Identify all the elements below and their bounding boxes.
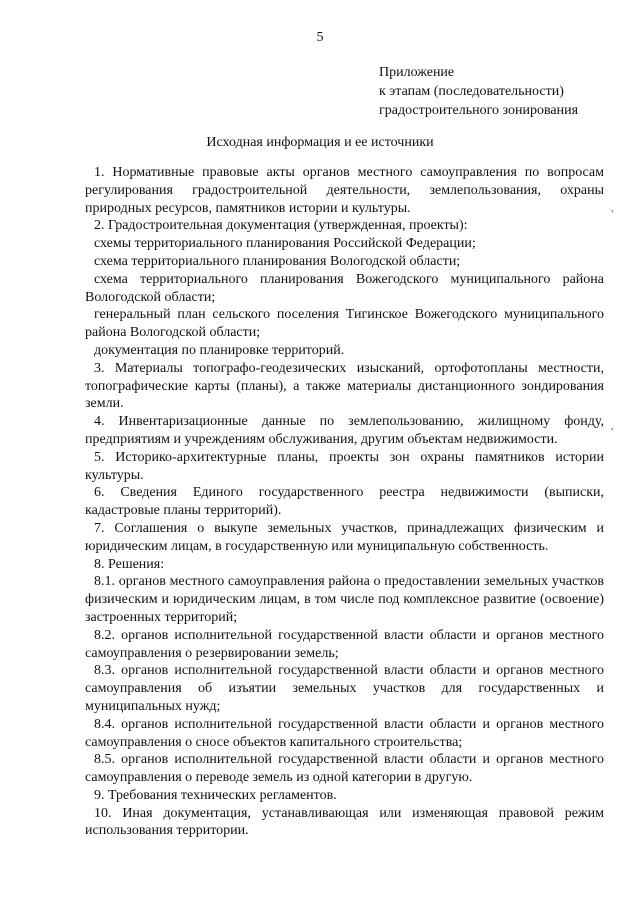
paragraph-7: 7. Соглашения о выкупе земельных участков, принадлежащих физическим и юридическим лицам, в государственную или муниципальную собственность. <box>85 520 604 554</box>
paragraph-2-item-1: схемы территориального планирования Российской Федерации; <box>94 236 476 252</box>
margin-tick-mark: , <box>611 421 614 432</box>
paragraph-8-3: 8.3. органов исполнительной государственной власти области и органов местного самоуправления об изъятии земельных участков для государственных и муниципальных нужд; <box>85 663 604 714</box>
appendix-line-3: градостроительного зонирования <box>379 103 579 118</box>
paragraph-3: 3. Материалы топографо-геодезических изысканий, ортофотопланы местности, топографические карты (планы), а также материалы дистанционного зондирования земли. <box>85 360 604 412</box>
paragraph-6: 6. Сведения Единого государственного реестра недвижимости (выписки, кадастровые планы территорий). <box>85 485 604 519</box>
appendix-header <box>379 63 578 120</box>
paragraph-8-4: 8.4. органов исполнительной государственной власти области и органов местного самоуправления о сносе объектов капитального строительства; <box>85 716 604 750</box>
paragraph-2: 2. Градостроительная документация (утвержденная, проекты): <box>94 218 468 234</box>
paragraph-9: 9. Требования технических регламентов. <box>94 787 337 803</box>
paragraph-8: 8. Решения: <box>94 556 165 572</box>
page-number: 5 <box>316 30 324 45</box>
paragraph-8-1: 8.1. органов местного самоуправления района о предоставлении земельных участков физическим и юридическим лицам, в том числе под комплексное развитие (освоение) застроенных территорий; <box>85 574 604 625</box>
paragraph-2-item-3: схема территориального планирования Вожегодского муниципального района Вологодской области; <box>85 271 604 305</box>
paragraph-8-2: 8.2. органов исполнительной государственной власти области и органов местного самоуправления о резервировании земель; <box>85 627 604 661</box>
appendix-line-2: к этапам (последовательности) <box>379 84 564 99</box>
paragraph-5: 5. Историко-архитектурные планы, проекты зон охраны памятников истории культуры. <box>85 449 604 483</box>
paragraph-2-item-2: схема территориального планирования Вологодской области; <box>94 253 461 269</box>
appendix-line-1: Приложение <box>379 65 455 80</box>
document-body <box>85 164 604 840</box>
paragraph-10: 10. Иная документация, устанавливающая или изменяющая правовой режим использования территории. <box>85 805 604 839</box>
paragraph-8-5: 8.5. органов исполнительной государственной власти области и органов местного самоуправления о переводе земель из одной категории в другую. <box>85 752 604 786</box>
paragraph-1: 1. Нормативные правовые акты органов местного самоуправления по вопросам регулирования градостроительной деятельности, землепользования, охраны природных ресурсов, памятников истории и культуры. <box>85 165 604 216</box>
paragraph-4: 4. Инвентаризационные данные по землепользованию, жилищному фонду, предприятиям и учреждениям обслуживания, другим объектам недвижимости. <box>85 414 604 447</box>
paragraph-2-item-4: генеральный план сельского поселения Тигинское Вожегодского муниципального района Вологодской области; <box>85 307 604 341</box>
document-title: Исходная информация и ее источники <box>206 135 434 150</box>
paragraph-2-item-5: документация по планировке территорий. <box>94 342 345 358</box>
margin-tick-mark: , <box>611 203 614 214</box>
